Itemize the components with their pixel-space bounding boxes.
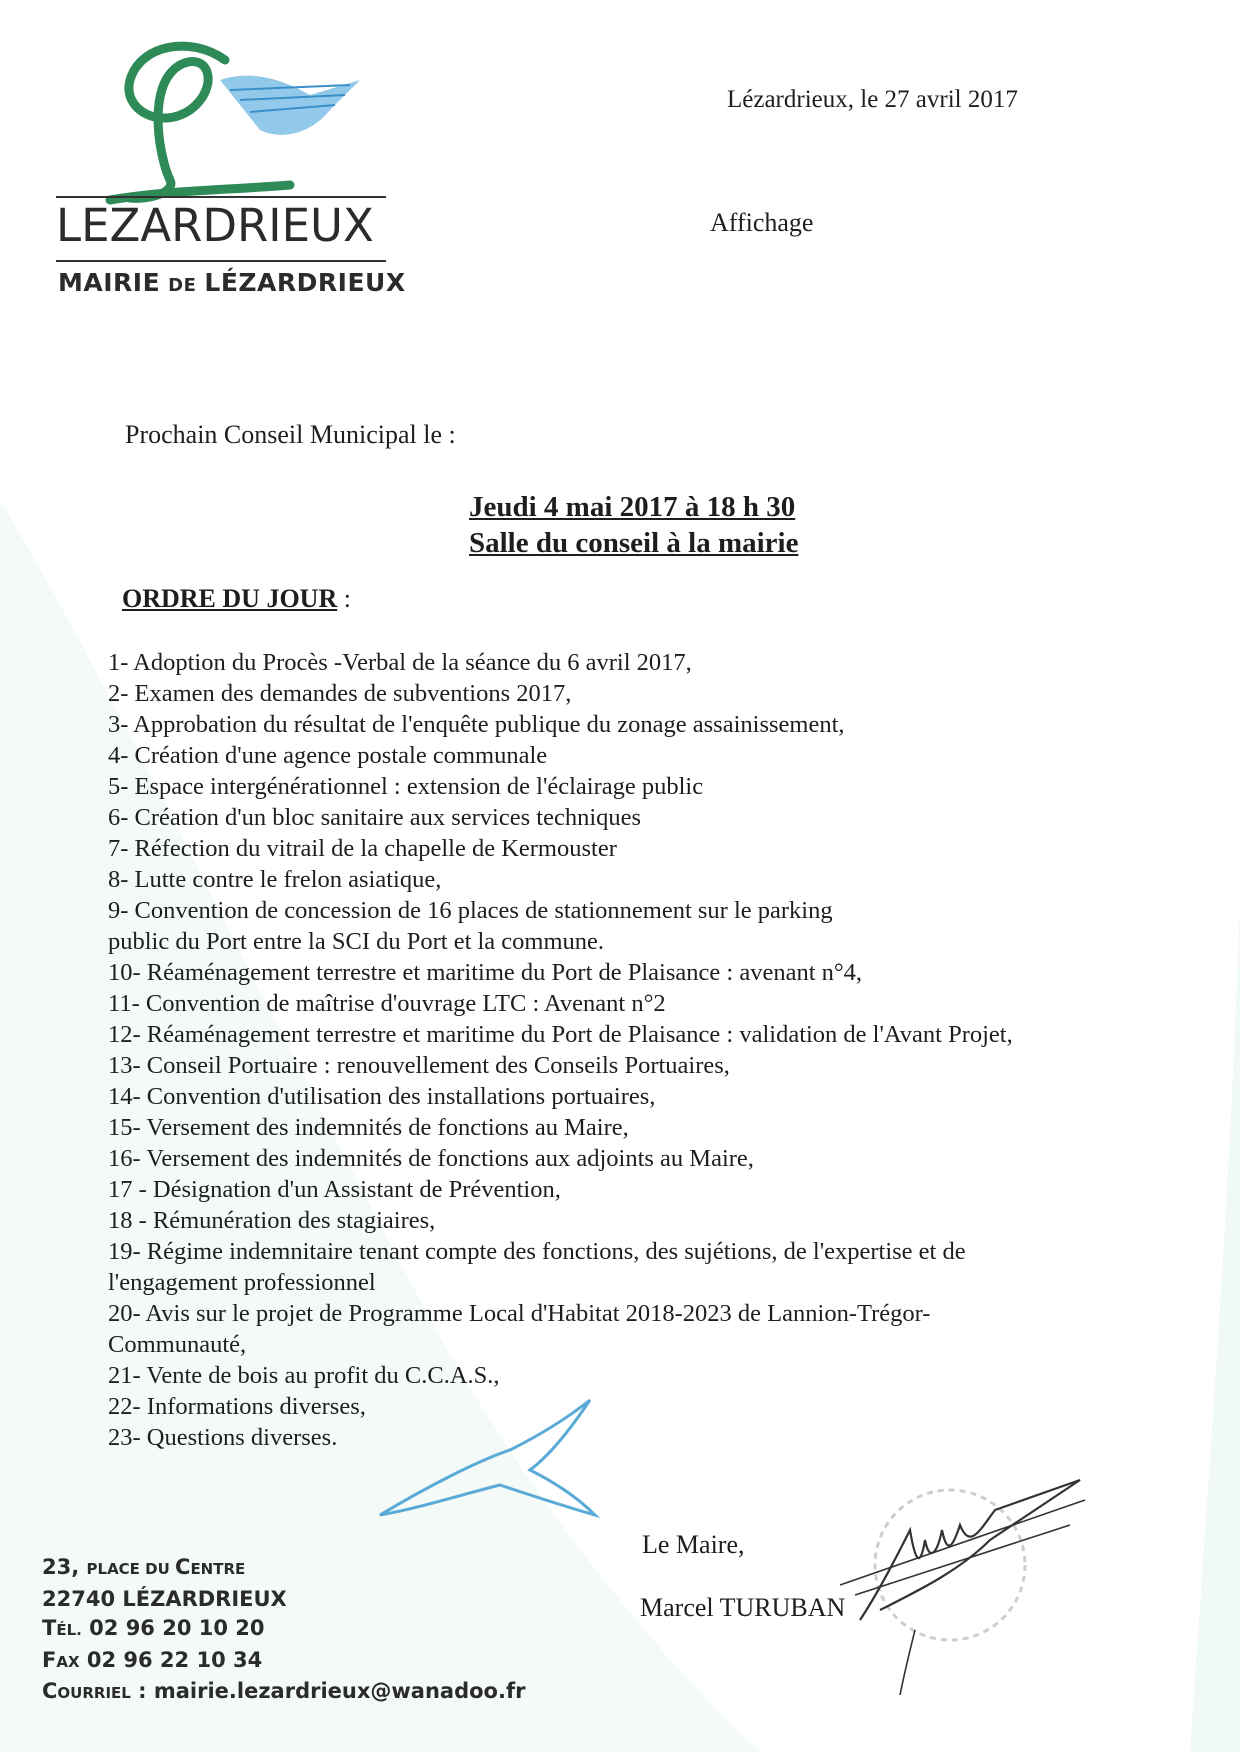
address-postal: 22740 LÉZARDRIEUX [42,1586,287,1611]
agenda-item: 12- Réaménagement terrestre et maritime du Port de Plaisance : validation de l'Avant Projet, [108,1021,1013,1048]
address-centre-initial: C [175,1555,191,1579]
phone-label-rest: ÉL. [56,1621,82,1639]
email-label-initial: C [42,1679,58,1703]
agenda-item: 18 - Rémunération des stagiaires, [108,1207,436,1234]
agenda-item: 5- Espace intergénérationnel : extension de l'éclairage public [108,773,704,800]
email-address: : mairie.lezardrieux@wanadoo.fr [130,1679,526,1703]
agenda-heading-label: ORDRE DU JOUR [122,584,338,613]
agenda-item-continuation: public du Port entre la SCI du Port et la commune. [108,928,605,955]
agenda-item: 3- Approbation du résultat de l'enquête publique du zonage assainissement, [108,711,845,738]
agenda-item: 9- Convention de concession de 16 places de stationnement sur le parking [108,897,833,924]
agenda-item: 1- Adoption du Procès -Verbal de la séance du 6 avril 2017, [108,649,692,676]
meeting-block [469,489,798,561]
agenda-item-continuation: l'engagement professionnel [108,1269,376,1296]
agenda-item: 4- Création d'une agence postale communale [108,742,548,769]
handwritten-signature [820,1470,1100,1700]
affichage-label: Affichage [710,208,814,237]
fax-number: 02 96 22 10 34 [79,1647,263,1672]
agenda-item: 16- Versement des indemnités de fonctions aux adjoints au Maire, [108,1145,754,1172]
agenda-heading [122,584,351,614]
agenda-item: 8- Lutte contre le frelon asiatique, [108,866,442,893]
address-street [42,1553,525,1585]
fax-label-rest: AX [56,1652,80,1671]
agenda-item: 15- Versement des indemnités de fonctions au Maire, [108,1114,629,1141]
agenda-item: 6- Création d'un bloc sanitaire aux services techniques [108,804,642,831]
logo-sub-de: DE [168,275,197,296]
agenda-item: 20- Avis sur le projet de Programme Local d'Habitat 2018-2023 de Lannion-Trégor- [108,1300,931,1327]
agenda-item: 2- Examen des demandes de subventions 2017, [108,680,572,707]
phone-label-initial: T [42,1616,57,1640]
logo-sub-mairie: MAIRIE [58,268,161,297]
signature-title: Le Maire, [642,1530,745,1559]
agenda-item: 14- Convention d'utilisation des installations portuaires, [108,1083,656,1110]
email-label-rest: OURRIEL [57,1684,131,1702]
agenda-heading-colon: : [337,584,351,613]
logo-wordmark: LEZARDRIEUX [56,199,374,252]
agenda-item-continuation: Communauté, [108,1331,247,1358]
agenda-list [108,647,1153,1453]
logo-sub-town: LÉZARDRIEUX [204,268,406,297]
address-centre-rest: ENTRE [190,1560,246,1578]
meeting-location: Salle du conseil à la mairie [469,527,799,559]
signatory-name: Marcel TURUBAN [640,1593,846,1622]
fax-label-initial: F [42,1647,57,1672]
agenda-item: 7- Réfection du vitrail de la chapelle de Kermouster [108,835,617,862]
address-number: 23, [42,1555,80,1579]
agenda-item: 17 - Désignation d'un Assistant de Prévention, [108,1176,561,1203]
agenda-item: 22- Informations diverses, [108,1393,366,1420]
intro-text: Prochain Conseil Municipal le : [125,420,456,449]
phone-number: 02 96 20 10 20 [81,1616,265,1640]
bird-watermark-icon [370,1390,600,1520]
address-fax [42,1646,525,1678]
address-phone [42,1614,525,1646]
logo-subtitle [58,268,406,297]
meeting-date: Jeudi 4 mai 2017 à 18 h 30 [469,491,796,523]
logo-rule-top [56,196,386,198]
agenda-item: 21- Vente de bois au profit du C.C.A.S., [108,1362,500,1389]
agenda-item: 13- Conseil Portuaire : renouvellement des Conseils Portuaires, [108,1052,730,1079]
address-place-label: PLACE DU [86,1560,176,1578]
agenda-item: 11- Convention de maîtrise d'ouvrage LTC : Avenant n°2 [108,990,666,1017]
date-line: Lézardrieux, le 27 avril 2017 [727,86,1018,113]
logo-rule-bottom [56,260,386,262]
address-email [42,1677,525,1709]
agenda-item: 10- Réaménagement terrestre et maritime du Port de Plaisance : avenant n°4, [108,959,863,986]
agenda-item: 23- Questions diverses. [108,1424,338,1451]
contact-address-block [42,1553,525,1709]
agenda-item: 19- Régime indemnitaire tenant compte des fonctions, des sujétions, de l'expertise et de [108,1238,966,1265]
